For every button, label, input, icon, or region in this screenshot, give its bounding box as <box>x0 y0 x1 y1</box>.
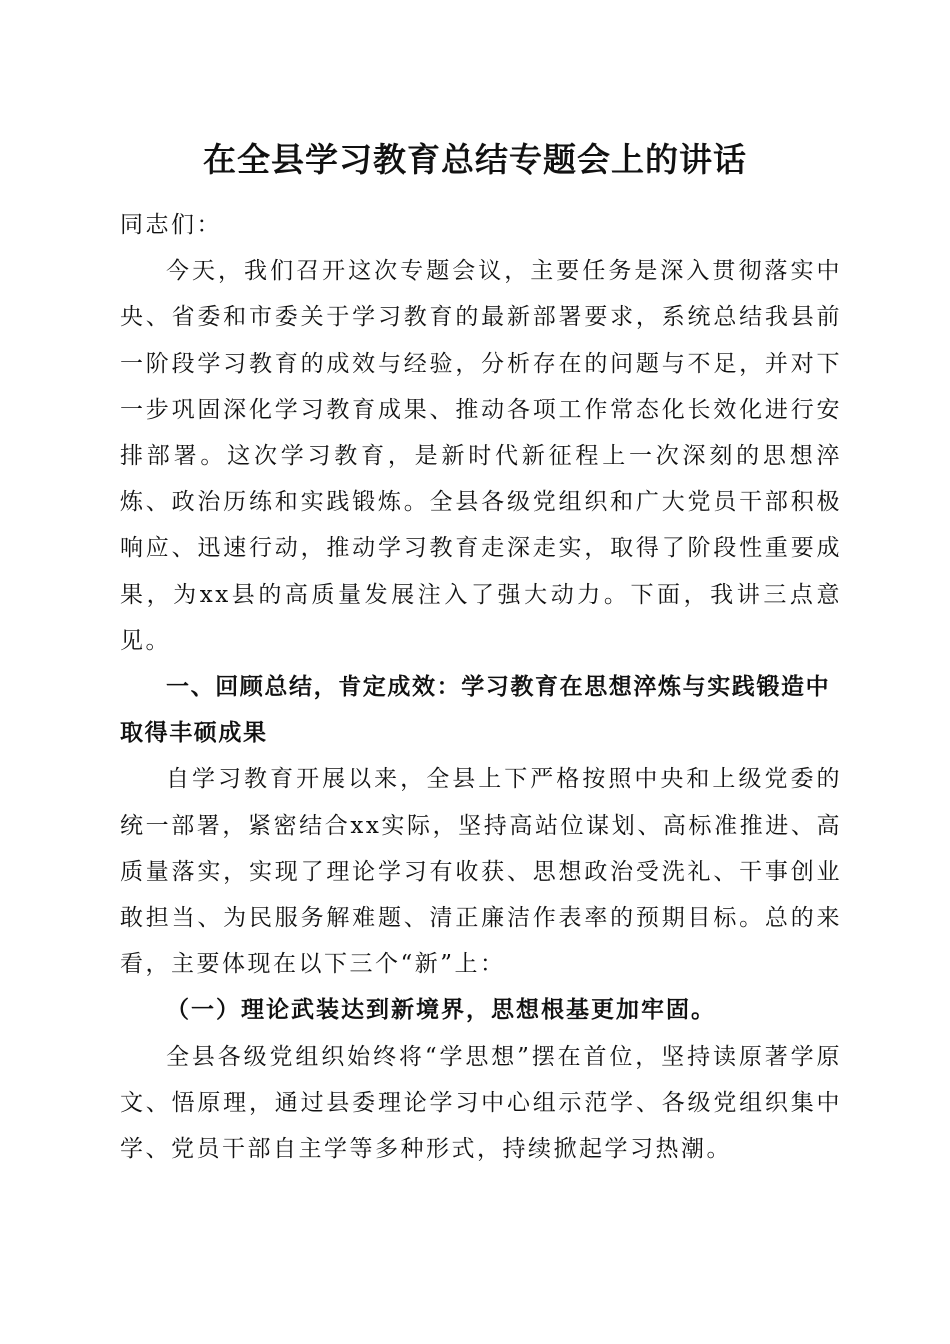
subsection-1-paragraph: 全县各级党组织始终将“学思想”摆在首位，坚持读原著学原文、悟原理，通过县委理论学习中心组示范学、各级党组织集中学、党员干部自主学等多种形式，持续掀起学习热潮。 <box>120 1043 842 1163</box>
document-title: 在全县学习教育总结专题会上的讲话 <box>203 140 747 179</box>
document-body <box>120 202 842 1172</box>
intro-paragraph: 今天，我们召开这次专题会议，主要任务是深入贯彻落实中央、省委和市委关于学习教育的最新部署要求，系统总结我县前一阶段学习教育的成效与经验，分析存在的问题与不足，并对下一步巩固深化学习教育成果、推动各项工作常态化长效化进行安排部署。这次学习教育，是新时代新征程上一次深刻的思想淬炼、政治历练和实践锻炼。全县各级党组织和广大党员干部积极响应、迅速行动，推动学习教育走深走实，取得了阶段性重要成果，为xx县的高质量发展注入了强大动力。下面，我讲三点意见。 <box>120 258 842 654</box>
salutation: 同志们： <box>120 212 222 238</box>
section-1-heading: 一、回顾总结，肯定成效：学习教育在思想淬炼与实践锻造中取得丰硕成果 <box>120 674 831 747</box>
section-1-paragraph: 自学习教育开展以来，全县上下严格按照中央和上级党委的统一部署，紧密结合xx实际，坚持高站位谋划、高标准推进、高质量落实，实现了理论学习有收获、思想政治受洗礼、干事创业敢担当、为民服务解难题、清正廉洁作表率的预期目标。总的来看，主要体现在以下三个“新”上： <box>120 766 842 978</box>
subsection-1-heading: （一）理论武装达到新境界，思想根基更加牢固。 <box>166 996 716 1024</box>
